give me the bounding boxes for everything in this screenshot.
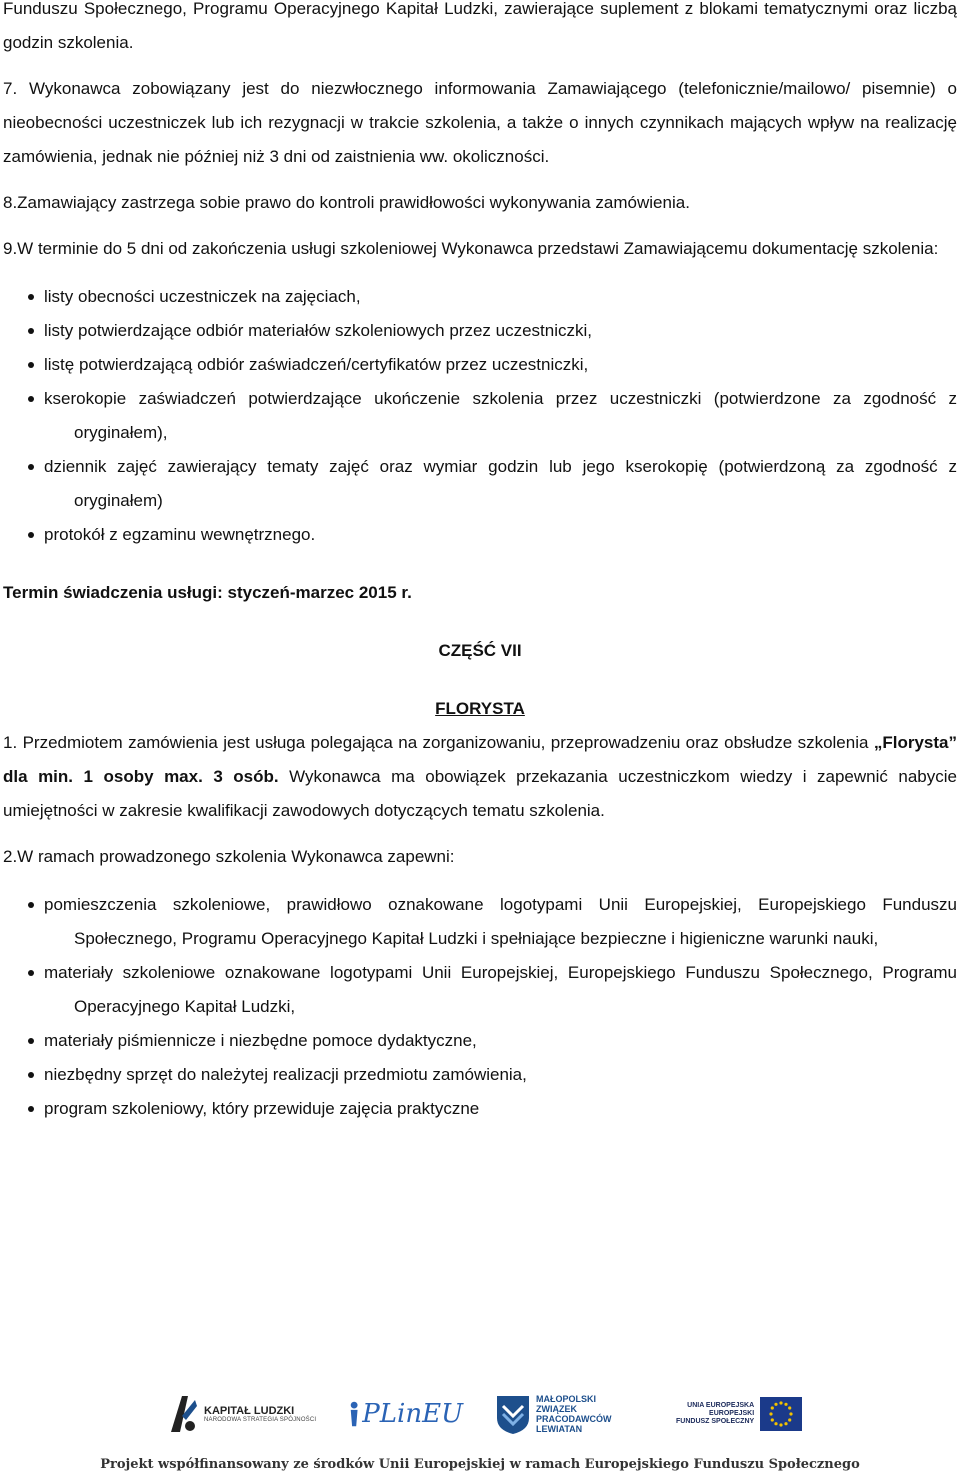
paragraph-7: 7. Wykonawca zobowiązany jest do niezwłocznego informowania Zamawiającego (telefonicznie/mailowo/ pisemnie) o nieobecności uczestniczek lub ich rezygnacji w trakcie szkolenia, a także o innych czynnikach mających wpływ na realizację zamówienia, jednak nie później niż 3 dni od zaistnienia ww. okoliczności. <box>3 79 957 166</box>
kapital-ludzki-logo: KAPITAŁ LUDZKI NARODOWA STRATEGIA SPÓJNOŚCI <box>168 1390 318 1438</box>
section-title: FLORYSTA <box>435 699 525 718</box>
list-item: listę potwierdzającą odbiór zaświadczeń/certyfikatów przez uczestniczki, <box>3 348 957 382</box>
bullet-icon <box>28 362 34 368</box>
documentation-list <box>3 280 957 552</box>
eu-logo: UNIA EUROPEJSKA EUROPEJSKI FUNDUSZ SPOŁECZNY <box>676 1390 806 1438</box>
bullet-icon <box>28 902 34 908</box>
mzp-lewiatan-logo: MAŁOPOLSKI ZWIĄZEK PRACODAWCÓW LEWIATAN <box>495 1390 625 1438</box>
mzp-shield-icon <box>495 1392 531 1436</box>
document-page <box>3 0 957 1126</box>
kapital-ludzki-emblem-icon <box>168 1392 198 1436</box>
paragraph-1: 1. Przedmiotem zamówienia jest usługa polegająca na zorganizowaniu, przeprowadzeniu oraz obsłudze szkolenia „Florysta” dla min. 1 osoby max. 3 osób. Wykonawca ma obowiązek przekazania uczestniczkom wiedzy i zapewnić nabycie umiejętności w zakresie kwalifikacji zawodowych dotyczących tematu szkolenia. <box>3 733 957 820</box>
bullet-icon <box>28 1072 34 1078</box>
list-item: listy obecności uczestniczek na zajęciach, <box>3 280 957 314</box>
list-item: protokół z egzaminu wewnętrznego. <box>3 518 957 552</box>
bullet-icon <box>28 464 34 470</box>
plineu-wordmark: PLinEU <box>362 1399 463 1429</box>
bullet-icon <box>28 328 34 334</box>
list-item: materiały piśmiennicze i niezbędne pomoce dydaktyczne, <box>3 1024 957 1058</box>
bullet-icon <box>28 396 34 402</box>
paragraph-2: 2.W ramach prowadzonego szkolenia Wykonawca zapewni: <box>3 847 455 866</box>
logo-strip <box>0 1390 960 1438</box>
paragraph-8: 8.Zamawiający zastrzega sobie prawo do kontroli prawidłowości wykonywania zamówienia. <box>3 193 690 212</box>
list-item: pomieszczenia szkoleniowe, prawidłowo oznakowane logotypami Unii Europejskiej, Europejskiego Funduszu Społecznego, Programu Operacyjnego Kapitał Ludzki i spełniające bezpieczne i higieniczne warunki nauki, <box>3 888 957 956</box>
bullet-icon <box>28 532 34 538</box>
section-heading: CZĘŚĆ VII <box>438 641 522 660</box>
paragraph-9: 9.W terminie do 5 dni od zakończenia usługi szkoleniowej Wykonawca przedstawi Zamawiającemu dokumentację szkolenia: <box>3 239 939 258</box>
bullet-icon <box>28 1038 34 1044</box>
list-item: niezbędny sprzęt do należytej realizacji przedmiotu zamówienia, <box>3 1058 957 1092</box>
list-item: program szkoleniowy, który przewiduje zajęcia praktyczne <box>3 1092 957 1126</box>
provision-list <box>3 888 957 1126</box>
list-item: materiały szkoleniowe oznakowane logotypami Unii Europejskiej, Europejskiego Funduszu Społecznego, Programu Operacyjnego Kapitał Ludzki, <box>3 956 957 1024</box>
footer <box>0 1388 960 1483</box>
service-term: Termin świadczenia usługi: styczeń-marzec 2015 r. <box>3 583 412 602</box>
plineu-logo <box>348 1390 463 1438</box>
list-item: dziennik zajęć zawierający tematy zajęć oraz wymiar godzin lub jego kserokopię (potwierdzoną za zgodność z oryginałem) <box>3 450 957 518</box>
bullet-icon <box>28 970 34 976</box>
list-item: listy potwierdzające odbiór materiałów szkoleniowych przez uczestniczki, <box>3 314 957 348</box>
list-item: kserokopie zaświadczeń potwierdzające ukończenie szkolenia przez uczestniczki (potwierdzone za zgodność z oryginałem), <box>3 382 957 450</box>
paragraph-intro: Funduszu Społecznego, Programu Operacyjnego Kapitał Ludzki, zawierające suplement z blokami tematycznymi oraz liczbą godzin szkolenia. <box>3 0 957 52</box>
bullet-icon <box>28 1106 34 1112</box>
plineu-figure-icon <box>348 1394 360 1434</box>
cofinancing-note: Projekt współfinansowany ze środków Unii Europejskiej w ramach Europejskiego Funduszu Społecznego <box>100 1457 860 1472</box>
bullet-icon <box>28 294 34 300</box>
eu-flag-icon <box>760 1397 802 1431</box>
